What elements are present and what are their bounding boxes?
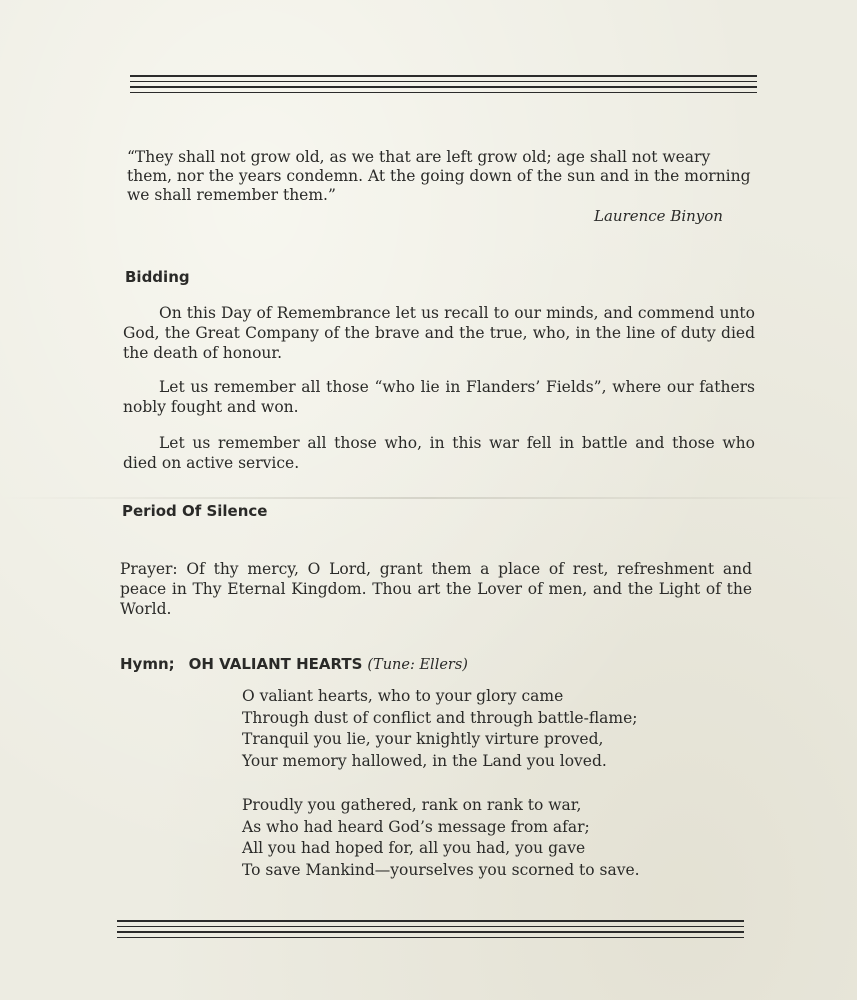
silence-heading: Period Of Silence xyxy=(122,502,268,520)
top-rule-block xyxy=(130,75,757,97)
hymn-label: Hymn; xyxy=(120,655,175,673)
top-rule xyxy=(130,86,757,88)
bidding-paragraph: On this Day of Remembrance let us recall to our minds, and commend unto God, the Great Company of the brave and the true, who, in the line of duty died the death of honour. xyxy=(123,304,755,362)
prayer-text: Prayer: Of thy mercy, O Lord, grant them a place of rest, refreshment and peace in Thy Eternal Kingdom. Thou art the Lover of men, and the Light of the World. xyxy=(120,560,752,618)
verse-line: Proudly you gathered, rank on rank to war, xyxy=(242,796,582,814)
quote-author: Laurence Binyon xyxy=(594,207,723,225)
verse-line: Tranquil you lie, your knightly virture proved, xyxy=(242,730,604,748)
quote-line: “They shall not grow old, as we that are left grow old; age shall not weary xyxy=(127,148,711,166)
top-rule xyxy=(130,92,757,94)
hymn-heading xyxy=(120,655,468,673)
verse-line: All you had hoped for, all you had, you gave xyxy=(242,839,586,857)
bottom-rule xyxy=(117,920,744,922)
bottom-rule-block xyxy=(117,920,744,942)
bottom-rule xyxy=(117,931,744,933)
bidding-heading: Bidding xyxy=(125,268,190,286)
bidding-paragraph: Let us remember all those “who lie in Flanders’ Fields”, where our fathers nobly fought and won. xyxy=(123,378,755,416)
hymn-stanza xyxy=(242,686,638,772)
quote-line: them, nor the years condemn. At the going down of the sun and in the morning xyxy=(127,167,751,185)
verse-line: Through dust of conflict and through battle-flame; xyxy=(242,708,638,727)
paper-fold xyxy=(0,497,857,499)
binyon-quote xyxy=(127,148,757,205)
hymn-title: OH VALIANT HEARTS xyxy=(188,655,363,673)
verse-line: Your memory hallowed, in the Land you loved. xyxy=(242,751,607,770)
bottom-rule xyxy=(117,926,744,928)
hymn-stanza xyxy=(242,795,640,881)
verse-line: As who had heard God’s message from afar; xyxy=(242,817,590,836)
bidding-paragraph: Let us remember all those who, in this war fell in battle and those who died on active service. xyxy=(123,434,755,472)
top-rule xyxy=(130,81,757,83)
top-rule xyxy=(130,75,757,77)
verse-line: O valiant hearts, who to your glory came xyxy=(242,687,564,705)
verse-line: To save Mankind—yourselves you scorned to save. xyxy=(242,860,640,879)
quote-line: we shall remember them.” xyxy=(127,186,336,204)
bottom-rule xyxy=(117,937,744,939)
hymn-tune: (Tune: Ellers) xyxy=(367,657,468,673)
